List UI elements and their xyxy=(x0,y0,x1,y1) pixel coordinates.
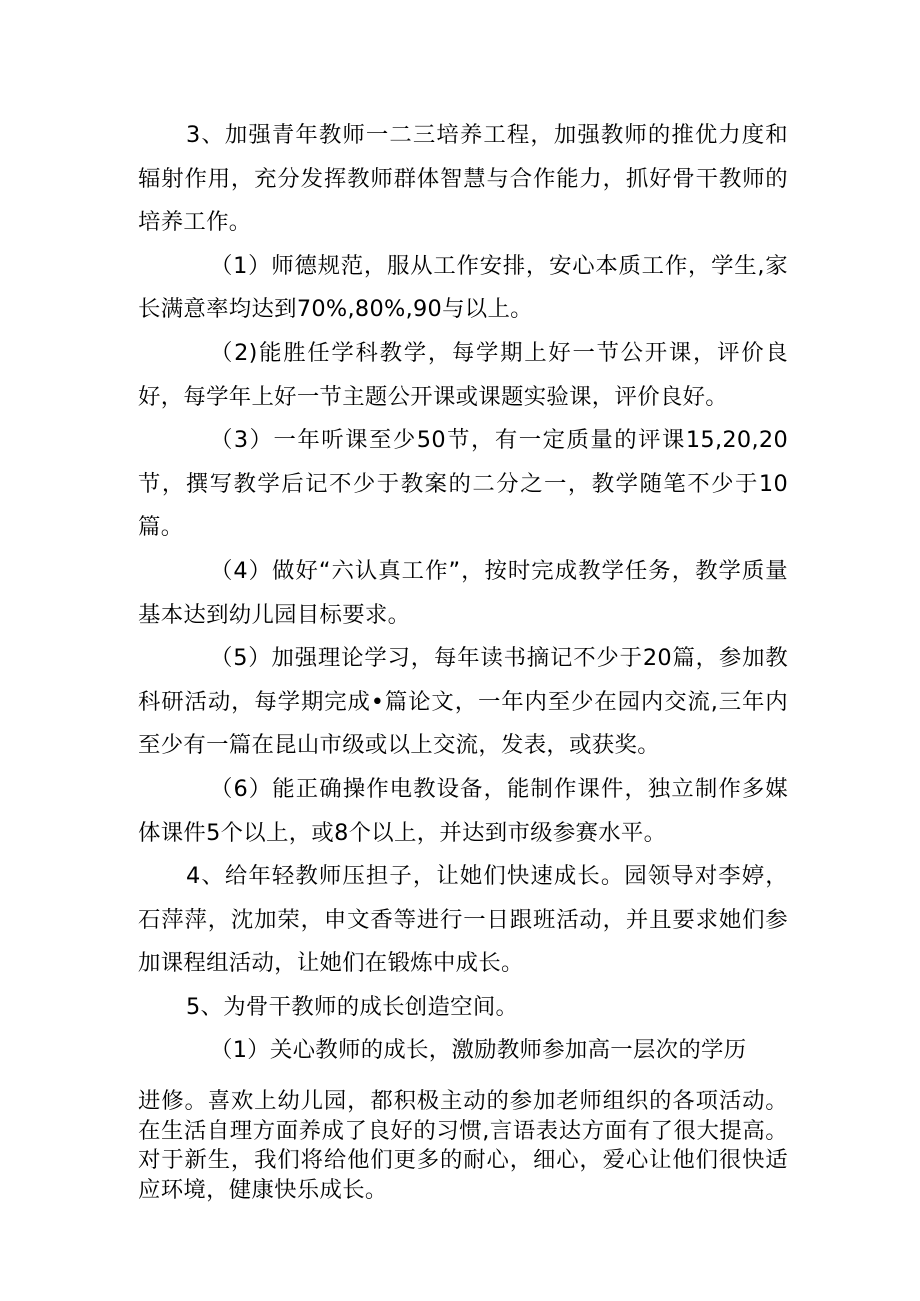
paragraph-item-5: 5、为骨干教师的成长创造空间。 xyxy=(186,993,519,1020)
tail-section xyxy=(138,1087,788,1205)
paragraph-sub-1: （1）师德规范，服从工作安排，安心本质工作，学生,家长满意率均达到70%,80%,90与以上。 xyxy=(138,252,788,323)
paragraph-sub-6: （6）能正确操作电教设备，能制作课件，独立制作多媒体课件5个以上，或8个以上，并达到市级参赛水平。 xyxy=(138,775,788,846)
tail-paragraph: 进修。喜欢上幼儿园，都积极主动的参加老师组织的各项活动。在生活自理方面养成了良好的习惯,言语表达方面有了很大提高。对于新生，我们将给他们更多的耐心，细心，爱心让他们很快适应环境，健康快乐成长。 xyxy=(138,1088,788,1203)
paragraph-sub-4: （4）做好“六认真工作”，按时完成教学任务，教学质量基本达到幼儿园目标要求。 xyxy=(138,557,788,628)
paragraph-sub-2: （2)能胜任学科教学，每学期上好一节公开课，评价良好，每学年上好一节主题公开课或课题实验课，评价良好。 xyxy=(138,339,788,410)
paragraph-sub-3: （3）一年听课至少50节，有一定质量的评课15,20,20节，撰写教学后记不少于教案的二分之一，教学随笔不少于10篇。 xyxy=(138,427,788,541)
paragraph-sub-5: （5）加强理论学习，每年读书摘记不少于20篇，参加教科研活动，每学期完成•篇论文，一年内至少在园内交流,三年内至少有一篇在昆山市级或以上交流，发表，或获奖。 xyxy=(138,645,788,759)
paragraph-item-4: 4、给年轻教师压担子，让她们快速成长。园领导对李婷，石萍萍，沈加荣，申文香等进行一日跟班活动，并且要求她们参加课程组活动，让她们在锻炼中成长。 xyxy=(138,863,788,977)
paragraph-item-3: 3、加强青年教师一二三培养工程，加强教师的推优力度和辐射作用，充分发挥教师群体智慧与合作能力，抓好骨干教师的培养工作。 xyxy=(138,122,788,236)
paragraph-sub-5-1: （1）关心教师的成长，激励教师参加高一层次的学历 xyxy=(210,1037,747,1064)
document-body xyxy=(138,114,788,1205)
